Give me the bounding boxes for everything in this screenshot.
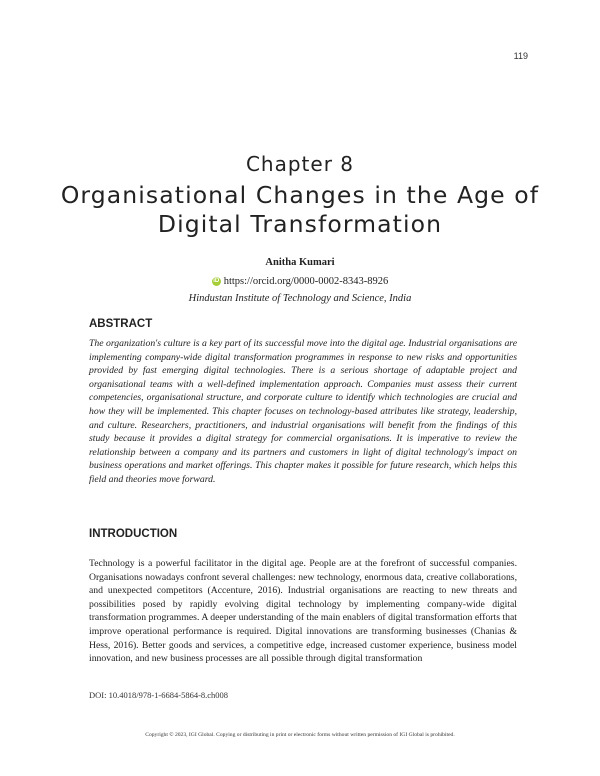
author-affiliation: Hindustan Institute of Technology and Science, India xyxy=(188,293,412,304)
orcid-link[interactable]: https://orcid.org/0000-0002-8343-8926 xyxy=(223,276,389,287)
page-number: 119 xyxy=(513,51,528,61)
introduction-heading: INTRODUCTION xyxy=(89,528,178,540)
chapter-title: Organisational Changes in the Age of Digital Transformation xyxy=(60,181,540,238)
chapter-label: Chapter 8 xyxy=(245,152,355,176)
author-name: Anitha Kumari xyxy=(265,257,335,268)
abstract-text: The organization's culture is a key part of its successful move into the digital age. Industrial organisations are implementing company-wide digital transformation programmes in response to new risks and opportunities provided by fast emerging digital technologies. There is a serious shortage of adaptable project and organisational teams with a well-defined implementation approach. Companies must assess their current competencies, organisational structure, and corporate culture to identify which technologies are crucial and how they will be implemented. This chapter focuses on technology-based attributes like strategy, leadership, and culture. Researchers, practitioners, and industrial organisations will benefit from the findings of this study because it provides a digital strategy for commercial organisations. It is imperative to review the relationship between a company and its partners and customers in light of digital technology's impact on business operations and market offerings. This chapter makes it possible for future research, which helps this field and theories move forward. xyxy=(89,338,517,485)
introduction-text: Technology is a powerful facilitator in the digital age. People are at the forefront of successful companies. Organisations nowadays confront several challenges: new technology, enormous data, creative collaborations, and unexpected competitors (Accenture, 2016). Industrial organisations are reacting to new threats and possibilities posed by rapidly evolving digital technology by implementing company-wide digital transformation programmes. A deeper understanding of the main enablers of digital transformation efforts that improve operational performance is required. Digital innovations are transforming businesses (Chanias & Hess, 2016). Better goods and services, a competitive edge, increased customer experience, business model innovation, and new business processes are all possible through digital transformation xyxy=(89,558,517,665)
orcid-line xyxy=(0,271,600,290)
copyright-notice: Copyright © 2023, IGI Global. Copying or distributing in print or electronic forms without written permission of IGI Global is prohibited. xyxy=(145,732,455,738)
doi-line: DOI: 10.4018/978-1-6684-5864-8.ch008 xyxy=(89,690,229,700)
author-block xyxy=(0,254,600,307)
abstract-heading: ABSTRACT xyxy=(89,318,153,330)
orcid-icon: iD xyxy=(213,278,220,284)
